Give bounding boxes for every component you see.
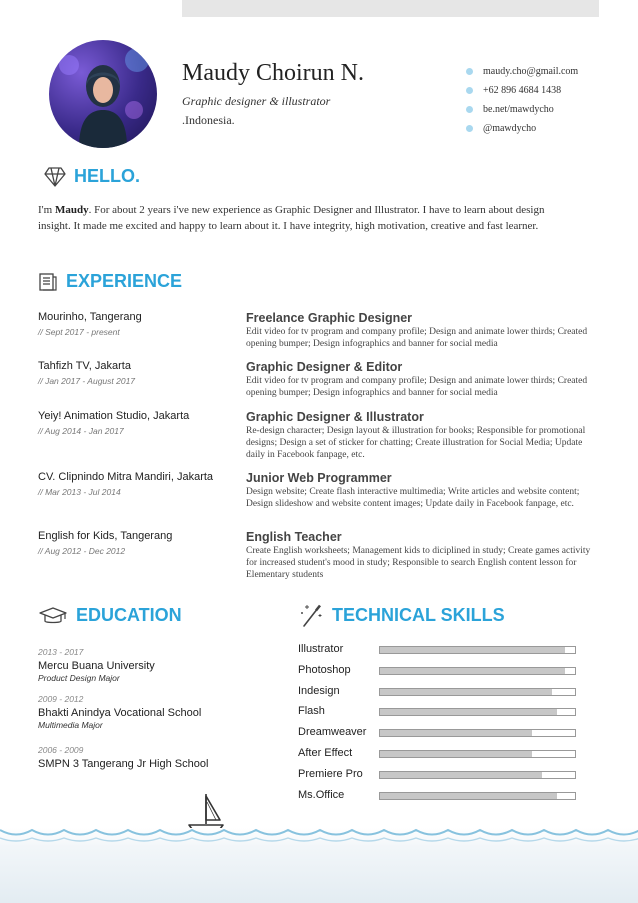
skill-bar-fill [380, 793, 557, 799]
job-description: Edit video for tv program and company profile; Design and animate lower thirds; Created opening bumper; Design infographics and banner for social media [246, 376, 588, 398]
skills-heading: TECHNICAL SKILLS [300, 602, 505, 628]
contact-list [466, 62, 578, 138]
skill-bar [379, 792, 576, 800]
experience-item-right [246, 360, 601, 399]
skill-bar-fill [380, 751, 532, 757]
job-date: // Aug 2012 - Dec 2012 [38, 546, 126, 556]
skill-label: Illustrator [298, 643, 344, 655]
experience-item-left [38, 311, 142, 337]
dot-icon [466, 125, 473, 132]
skill-bar-fill [380, 689, 552, 695]
skill-bar-fill [380, 709, 557, 715]
dot-icon [466, 106, 473, 113]
skill-label: Premiere Pro [298, 767, 363, 780]
education-heading: EDUCATION [38, 605, 182, 626]
graduation-cap-icon [38, 606, 68, 626]
experience-item-right [246, 410, 601, 461]
education-years: 2013 - 2017 [38, 647, 84, 657]
job-description: Create English worksheets; Management kids to diciplined in study; Create games activity for increased student's mood in study; Responsible to search English content lesson for Elementary students [246, 546, 591, 580]
job-title: Graphic Designer & Illustrator [246, 410, 424, 424]
contact-phone[interactable]: +62 896 4684 1438 [466, 81, 578, 100]
experience-item-right [246, 530, 601, 581]
skill-bar-fill [380, 647, 565, 653]
education-item [38, 647, 155, 683]
skill-label: Ms.Office [298, 788, 345, 801]
job-title: English Teacher [246, 530, 342, 544]
skill-bar-fill [380, 668, 565, 674]
skill-bar [379, 688, 576, 696]
job-date: // Sept 2017 - present [38, 327, 120, 337]
contact-behance[interactable]: be.net/mawdycho [466, 100, 578, 119]
skill-bar [379, 667, 576, 675]
job-date: // Jan 2017 - August 2017 [38, 376, 136, 386]
company-name: Tahfizh TV, Jakarta [38, 360, 131, 372]
skill-label: Dreamweaver [298, 726, 367, 739]
company-name: CV. Clipnindo Mitra Mandiri, Jakarta [38, 471, 214, 483]
skill-bar [379, 729, 576, 737]
education-major: Multimedia Major [38, 720, 103, 730]
company-name: English for Kids, Tangerang [38, 530, 173, 542]
job-date: // Aug 2014 - Jan 2017 [38, 426, 124, 436]
magic-wand-icon [300, 602, 324, 628]
document-icon [38, 272, 58, 292]
profile-photo [49, 40, 157, 148]
sea-waves [0, 820, 638, 903]
experience-item-right [246, 311, 601, 350]
contact-email[interactable]: maudy.cho@gmail.com [466, 62, 578, 81]
skill-label: After Effect [298, 747, 353, 759]
candidate-location: .Indonesia. [182, 113, 235, 127]
job-title: Graphic Designer & Editor [246, 360, 403, 374]
experience-item-left [38, 410, 189, 436]
skill-label: Photoshop [298, 663, 351, 676]
diamond-icon [44, 167, 66, 187]
intro-name: Maudy [54, 204, 89, 216]
job-description: Design website; Create flash interactive multimedia; Write articles and website content; Design slideshow and website content images; Update daily in Facebook fanpage, etc. [246, 487, 580, 509]
experience-item-left [38, 360, 135, 386]
hello-heading: HELLO. [44, 166, 140, 187]
skill-bar-fill [380, 730, 532, 736]
education-school: Mercu Buana University [38, 660, 155, 672]
skill-label: Flash [298, 705, 325, 718]
company-name: Yeiy! Animation Studio, Jakarta [38, 410, 190, 422]
education-item [38, 694, 201, 730]
company-name: Mourinho, Tangerang [38, 311, 142, 323]
education-major: Product Design Major [38, 673, 120, 683]
contact-social[interactable]: @mawdycho [466, 119, 578, 138]
dot-icon [466, 68, 473, 75]
skill-bar [379, 646, 576, 654]
education-years: 2006 - 2009 [38, 745, 84, 755]
profile-photo-illustration [49, 40, 157, 148]
job-title: Junior Web Programmer [246, 471, 392, 485]
skill-bar [379, 708, 576, 716]
skill-bar [379, 771, 576, 779]
skill-label: Indesign [298, 684, 340, 697]
job-title: Freelance Graphic Designer [246, 311, 413, 325]
dot-icon [466, 87, 473, 94]
skill-bar [379, 750, 576, 758]
skill-bar-fill [380, 772, 542, 778]
education-item [38, 745, 208, 770]
candidate-name: Maudy Choirun N. [182, 60, 364, 86]
intro-text: I'm Maudy. For about 2 years i've new experience as Graphic Designer and Illustrator. I have to learn about design insight. It made me excited and happy to learn about it. I have integrity, high motivation, creative and fast learner. [38, 204, 545, 232]
experience-item-right [246, 471, 601, 510]
job-description: Re-design character; Design layout & illustration for books; Responsible for promotional designs; Design a set of sticker for chatting; Create illustration for Social Media; Update daily in Facebook fanpage, etc. [246, 426, 586, 460]
education-school: SMPN 3 Tangerang Jr High School [38, 758, 209, 770]
education-school: Bhakti Anindya Vocational School [38, 707, 202, 719]
education-years: 2009 - 2012 [38, 694, 84, 704]
job-date: // Mar 2013 - Jul 2014 [38, 487, 121, 497]
candidate-role: Graphic designer & illustrator [182, 94, 331, 108]
job-description: Edit video for tv program and company profile; Design and animate lower thirds; Created opening bumper; Design infographics and banner for social media [246, 327, 588, 349]
top-decor-bar [182, 0, 599, 17]
experience-heading: EXPERIENCE [38, 271, 182, 292]
experience-item-left [38, 471, 213, 497]
experience-item-left [38, 530, 172, 556]
